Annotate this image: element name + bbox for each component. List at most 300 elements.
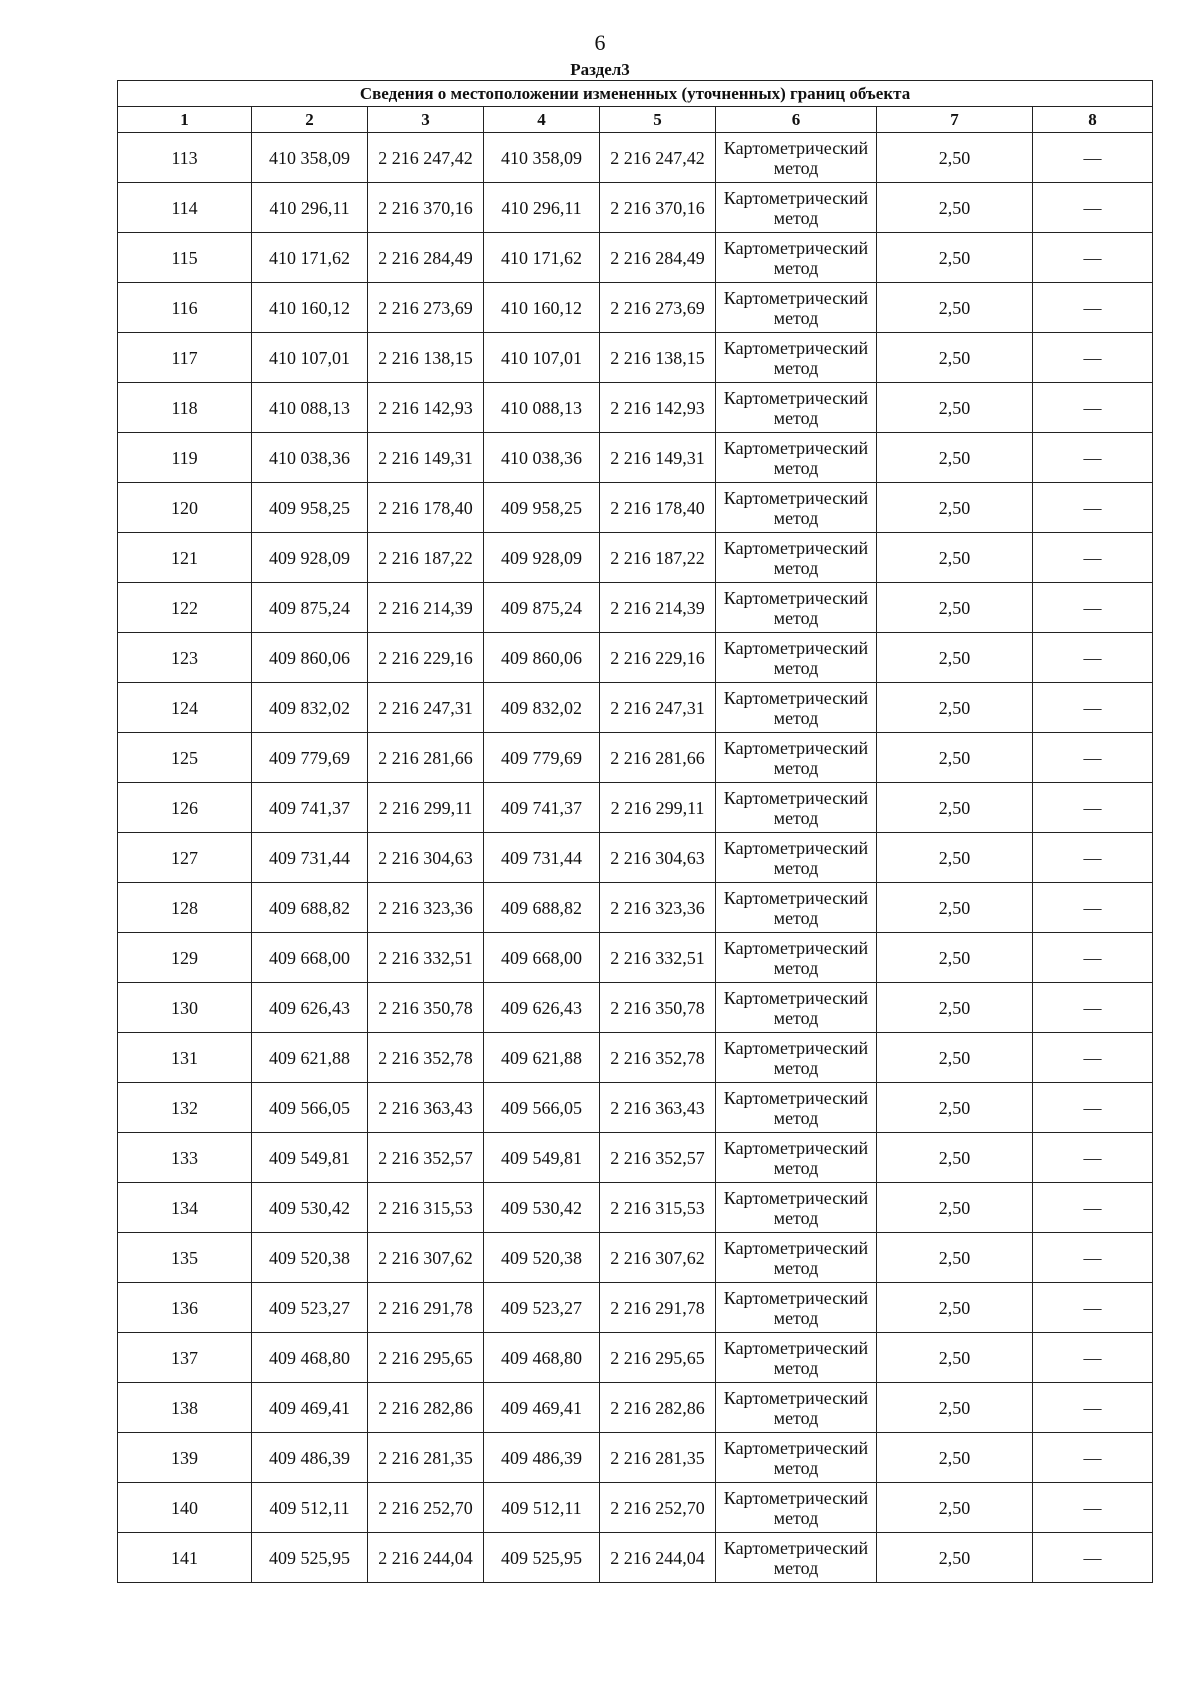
cell-accuracy: 2,50 bbox=[877, 483, 1033, 533]
column-header-1: 1 bbox=[118, 107, 252, 133]
cell-x-coordinate-new: 409 688,82 bbox=[484, 883, 600, 933]
cell-y-coordinate: 2 216 370,16 bbox=[368, 183, 484, 233]
cell-x-coordinate: 409 626,43 bbox=[252, 983, 368, 1033]
cell-accuracy: 2,50 bbox=[877, 433, 1033, 483]
cell-y-coordinate: 2 216 291,78 bbox=[368, 1283, 484, 1333]
cell-y-coordinate: 2 216 149,31 bbox=[368, 433, 484, 483]
cell-determination-method bbox=[716, 1533, 877, 1583]
cell-y-coordinate: 2 216 284,49 bbox=[368, 233, 484, 283]
cell-point-number: 141 bbox=[118, 1533, 252, 1583]
cell-x-coordinate: 409 779,69 bbox=[252, 733, 368, 783]
cell-x-coordinate: 409 688,82 bbox=[252, 883, 368, 933]
cell-y-coordinate-new: 2 216 352,57 bbox=[600, 1133, 716, 1183]
method-text: Картометрический метод bbox=[723, 287, 869, 328]
cell-point-number: 122 bbox=[118, 583, 252, 633]
cell-description: — bbox=[1033, 283, 1153, 333]
table-caption: Сведения о местоположении измененных (уточненных) границ объекта bbox=[118, 81, 1153, 107]
cell-x-coordinate: 409 486,39 bbox=[252, 1433, 368, 1483]
table-row bbox=[118, 1333, 1153, 1383]
cell-x-coordinate: 409 469,41 bbox=[252, 1383, 368, 1433]
cell-point-number: 135 bbox=[118, 1233, 252, 1283]
cell-y-coordinate-new: 2 216 142,93 bbox=[600, 383, 716, 433]
cell-accuracy: 2,50 bbox=[877, 983, 1033, 1033]
cell-accuracy: 2,50 bbox=[877, 733, 1033, 783]
cell-point-number: 133 bbox=[118, 1133, 252, 1183]
cell-determination-method bbox=[716, 433, 877, 483]
cell-determination-method bbox=[716, 583, 877, 633]
method-text: Картометрический метод bbox=[723, 187, 869, 228]
cell-accuracy: 2,50 bbox=[877, 1033, 1033, 1083]
cell-accuracy: 2,50 bbox=[877, 783, 1033, 833]
cell-determination-method bbox=[716, 1333, 877, 1383]
cell-point-number: 137 bbox=[118, 1333, 252, 1383]
table-row bbox=[118, 933, 1153, 983]
cell-y-coordinate-new: 2 216 304,63 bbox=[600, 833, 716, 883]
cell-x-coordinate-new: 409 832,02 bbox=[484, 683, 600, 733]
method-text: Картометрический метод bbox=[723, 1187, 869, 1228]
cell-y-coordinate: 2 216 281,66 bbox=[368, 733, 484, 783]
cell-description: — bbox=[1033, 1033, 1153, 1083]
cell-x-coordinate: 409 731,44 bbox=[252, 833, 368, 883]
cell-y-coordinate-new: 2 216 363,43 bbox=[600, 1083, 716, 1133]
cell-description: — bbox=[1033, 583, 1153, 633]
cell-y-coordinate-new: 2 216 299,11 bbox=[600, 783, 716, 833]
cell-description: — bbox=[1033, 1083, 1153, 1133]
cell-y-coordinate: 2 216 178,40 bbox=[368, 483, 484, 533]
method-text: Картометрический метод bbox=[723, 1537, 869, 1578]
cell-x-coordinate-new: 410 038,36 bbox=[484, 433, 600, 483]
table-row bbox=[118, 1283, 1153, 1333]
column-header-8: 8 bbox=[1033, 107, 1153, 133]
cell-y-coordinate: 2 216 247,42 bbox=[368, 133, 484, 183]
column-header-6: 6 bbox=[716, 107, 877, 133]
cell-x-coordinate: 409 860,06 bbox=[252, 633, 368, 683]
section-title: Раздел3 bbox=[570, 60, 630, 79]
cell-determination-method bbox=[716, 533, 877, 583]
table-row bbox=[118, 1183, 1153, 1233]
cell-y-coordinate: 2 216 315,53 bbox=[368, 1183, 484, 1233]
cell-x-coordinate: 409 741,37 bbox=[252, 783, 368, 833]
cell-x-coordinate-new: 409 731,44 bbox=[484, 833, 600, 883]
cell-determination-method bbox=[716, 333, 877, 383]
cell-x-coordinate-new: 409 741,37 bbox=[484, 783, 600, 833]
table-row bbox=[118, 1533, 1153, 1583]
cell-point-number: 120 bbox=[118, 483, 252, 533]
table-row bbox=[118, 783, 1153, 833]
cell-point-number: 115 bbox=[118, 233, 252, 283]
cell-accuracy: 2,50 bbox=[877, 1133, 1033, 1183]
cell-x-coordinate-new: 409 626,43 bbox=[484, 983, 600, 1033]
method-text: Картометрический метод bbox=[723, 1287, 869, 1328]
method-text: Картометрический метод bbox=[723, 737, 869, 778]
cell-x-coordinate-new: 410 088,13 bbox=[484, 383, 600, 433]
method-text: Картометрический метод bbox=[723, 1137, 869, 1178]
cell-accuracy: 2,50 bbox=[877, 1183, 1033, 1233]
cell-point-number: 128 bbox=[118, 883, 252, 933]
table-row bbox=[118, 1033, 1153, 1083]
cell-accuracy: 2,50 bbox=[877, 133, 1033, 183]
cell-y-coordinate-new: 2 216 282,86 bbox=[600, 1383, 716, 1433]
cell-x-coordinate-new: 409 469,41 bbox=[484, 1383, 600, 1433]
cell-description: — bbox=[1033, 733, 1153, 783]
cell-x-coordinate: 409 520,38 bbox=[252, 1233, 368, 1283]
cell-x-coordinate: 409 566,05 bbox=[252, 1083, 368, 1133]
cell-accuracy: 2,50 bbox=[877, 1083, 1033, 1133]
cell-x-coordinate: 409 928,09 bbox=[252, 533, 368, 583]
cell-y-coordinate: 2 216 304,63 bbox=[368, 833, 484, 883]
column-header-7: 7 bbox=[877, 107, 1033, 133]
cell-x-coordinate-new: 409 621,88 bbox=[484, 1033, 600, 1083]
cell-x-coordinate: 409 468,80 bbox=[252, 1333, 368, 1383]
table-row bbox=[118, 683, 1153, 733]
cell-x-coordinate-new: 409 549,81 bbox=[484, 1133, 600, 1183]
method-text: Картометрический метод bbox=[723, 1037, 869, 1078]
cell-accuracy: 2,50 bbox=[877, 933, 1033, 983]
table-row bbox=[118, 1233, 1153, 1283]
column-header-5: 5 bbox=[600, 107, 716, 133]
method-text: Картометрический метод bbox=[723, 537, 869, 578]
table-row bbox=[118, 383, 1153, 433]
cell-y-coordinate: 2 216 281,35 bbox=[368, 1433, 484, 1483]
cell-description: — bbox=[1033, 433, 1153, 483]
cell-accuracy: 2,50 bbox=[877, 1483, 1033, 1533]
cell-accuracy: 2,50 bbox=[877, 383, 1033, 433]
cell-y-coordinate: 2 216 352,57 bbox=[368, 1133, 484, 1183]
method-text: Картометрический метод bbox=[723, 1487, 869, 1528]
method-text: Картометрический метод bbox=[723, 1437, 869, 1478]
cell-accuracy: 2,50 bbox=[877, 1233, 1033, 1283]
cell-accuracy: 2,50 bbox=[877, 233, 1033, 283]
cell-point-number: 139 bbox=[118, 1433, 252, 1483]
cell-point-number: 136 bbox=[118, 1283, 252, 1333]
column-header-3: 3 bbox=[368, 107, 484, 133]
cell-accuracy: 2,50 bbox=[877, 333, 1033, 383]
cell-x-coordinate-new: 409 779,69 bbox=[484, 733, 600, 783]
cell-determination-method bbox=[716, 733, 877, 783]
cell-y-coordinate: 2 216 273,69 bbox=[368, 283, 484, 333]
table-row bbox=[118, 133, 1153, 183]
cell-accuracy: 2,50 bbox=[877, 883, 1033, 933]
cell-point-number: 125 bbox=[118, 733, 252, 783]
cell-description: — bbox=[1033, 483, 1153, 533]
cell-x-coordinate: 409 512,11 bbox=[252, 1483, 368, 1533]
cell-description: — bbox=[1033, 1233, 1153, 1283]
method-text: Картометрический метод bbox=[723, 1387, 869, 1428]
cell-y-coordinate: 2 216 350,78 bbox=[368, 983, 484, 1033]
cell-y-coordinate: 2 216 352,78 bbox=[368, 1033, 484, 1083]
table-row bbox=[118, 583, 1153, 633]
cell-description: — bbox=[1033, 933, 1153, 983]
cell-determination-method bbox=[716, 483, 877, 533]
method-text: Картометрический метод bbox=[723, 1337, 869, 1378]
cell-x-coordinate-new: 410 107,01 bbox=[484, 333, 600, 383]
table-row bbox=[118, 633, 1153, 683]
method-text: Картометрический метод bbox=[723, 137, 869, 178]
cell-determination-method bbox=[716, 283, 877, 333]
cell-accuracy: 2,50 bbox=[877, 1383, 1033, 1433]
cell-determination-method bbox=[716, 1283, 877, 1333]
cell-x-coordinate: 409 875,24 bbox=[252, 583, 368, 633]
cell-x-coordinate-new: 409 520,38 bbox=[484, 1233, 600, 1283]
cell-y-coordinate-new: 2 216 315,53 bbox=[600, 1183, 716, 1233]
cell-x-coordinate-new: 409 486,39 bbox=[484, 1433, 600, 1483]
cell-y-coordinate-new: 2 216 273,69 bbox=[600, 283, 716, 333]
cell-description: — bbox=[1033, 1533, 1153, 1583]
method-text: Картометрический метод bbox=[723, 387, 869, 428]
cell-x-coordinate: 409 832,02 bbox=[252, 683, 368, 733]
cell-x-coordinate-new: 409 468,80 bbox=[484, 1333, 600, 1383]
method-text: Картометрический метод bbox=[723, 487, 869, 528]
cell-x-coordinate: 410 296,11 bbox=[252, 183, 368, 233]
cell-y-coordinate-new: 2 216 244,04 bbox=[600, 1533, 716, 1583]
cell-description: — bbox=[1033, 1283, 1153, 1333]
cell-description: — bbox=[1033, 1483, 1153, 1533]
cell-x-coordinate: 410 358,09 bbox=[252, 133, 368, 183]
cell-x-coordinate: 409 549,81 bbox=[252, 1133, 368, 1183]
table-row bbox=[118, 883, 1153, 933]
cell-determination-method bbox=[716, 1183, 877, 1233]
cell-accuracy: 2,50 bbox=[877, 1333, 1033, 1383]
cell-y-coordinate-new: 2 216 281,66 bbox=[600, 733, 716, 783]
table-row bbox=[118, 1133, 1153, 1183]
cell-y-coordinate: 2 216 282,86 bbox=[368, 1383, 484, 1433]
cell-determination-method bbox=[716, 1483, 877, 1533]
cell-point-number: 126 bbox=[118, 783, 252, 833]
cell-y-coordinate: 2 216 142,93 bbox=[368, 383, 484, 433]
method-text: Картометрический метод bbox=[723, 1087, 869, 1128]
cell-x-coordinate-new: 410 171,62 bbox=[484, 233, 600, 283]
cell-accuracy: 2,50 bbox=[877, 1533, 1033, 1583]
cell-point-number: 138 bbox=[118, 1383, 252, 1433]
cell-x-coordinate: 409 621,88 bbox=[252, 1033, 368, 1083]
cell-x-coordinate-new: 409 530,42 bbox=[484, 1183, 600, 1233]
cell-x-coordinate: 409 525,95 bbox=[252, 1533, 368, 1583]
cell-accuracy: 2,50 bbox=[877, 533, 1033, 583]
cell-y-coordinate-new: 2 216 247,31 bbox=[600, 683, 716, 733]
column-header-4: 4 bbox=[484, 107, 600, 133]
cell-y-coordinate-new: 2 216 187,22 bbox=[600, 533, 716, 583]
cell-accuracy: 2,50 bbox=[877, 833, 1033, 883]
cell-y-coordinate: 2 216 323,36 bbox=[368, 883, 484, 933]
cell-y-coordinate-new: 2 216 307,62 bbox=[600, 1233, 716, 1283]
cell-description: — bbox=[1033, 183, 1153, 233]
boundary-coordinates-table bbox=[117, 80, 1153, 1583]
cell-y-coordinate-new: 2 216 214,39 bbox=[600, 583, 716, 633]
cell-description: — bbox=[1033, 1183, 1153, 1233]
cell-point-number: 117 bbox=[118, 333, 252, 383]
cell-determination-method bbox=[716, 633, 877, 683]
cell-y-coordinate-new: 2 216 295,65 bbox=[600, 1333, 716, 1383]
cell-y-coordinate-new: 2 216 332,51 bbox=[600, 933, 716, 983]
cell-x-coordinate-new: 410 296,11 bbox=[484, 183, 600, 233]
cell-x-coordinate-new: 409 875,24 bbox=[484, 583, 600, 633]
cell-determination-method bbox=[716, 883, 877, 933]
cell-point-number: 123 bbox=[118, 633, 252, 683]
cell-description: — bbox=[1033, 833, 1153, 883]
cell-accuracy: 2,50 bbox=[877, 583, 1033, 633]
cell-x-coordinate: 410 160,12 bbox=[252, 283, 368, 333]
page-number: 6 bbox=[594, 30, 606, 55]
cell-point-number: 127 bbox=[118, 833, 252, 883]
cell-x-coordinate: 409 523,27 bbox=[252, 1283, 368, 1333]
cell-x-coordinate: 410 038,36 bbox=[252, 433, 368, 483]
column-header-2: 2 bbox=[252, 107, 368, 133]
method-text: Картометрический метод bbox=[723, 237, 869, 278]
cell-y-coordinate-new: 2 216 284,49 bbox=[600, 233, 716, 283]
cell-description: — bbox=[1033, 233, 1153, 283]
table-row bbox=[118, 333, 1153, 383]
cell-determination-method bbox=[716, 683, 877, 733]
cell-x-coordinate-new: 409 958,25 bbox=[484, 483, 600, 533]
cell-point-number: 121 bbox=[118, 533, 252, 583]
method-text: Картометрический метод bbox=[723, 687, 869, 728]
cell-description: — bbox=[1033, 883, 1153, 933]
cell-description: — bbox=[1033, 1383, 1153, 1433]
cell-point-number: 124 bbox=[118, 683, 252, 733]
cell-y-coordinate: 2 216 252,70 bbox=[368, 1483, 484, 1533]
cell-y-coordinate: 2 216 138,15 bbox=[368, 333, 484, 383]
cell-accuracy: 2,50 bbox=[877, 1283, 1033, 1333]
cell-description: — bbox=[1033, 133, 1153, 183]
table-row bbox=[118, 983, 1153, 1033]
cell-description: — bbox=[1033, 683, 1153, 733]
table-row bbox=[118, 183, 1153, 233]
cell-determination-method bbox=[716, 833, 877, 883]
cell-description: — bbox=[1033, 1133, 1153, 1183]
table-row bbox=[118, 733, 1153, 783]
cell-point-number: 114 bbox=[118, 183, 252, 233]
cell-point-number: 116 bbox=[118, 283, 252, 333]
cell-point-number: 130 bbox=[118, 983, 252, 1033]
cell-y-coordinate: 2 216 247,31 bbox=[368, 683, 484, 733]
table-row bbox=[118, 233, 1153, 283]
cell-point-number: 132 bbox=[118, 1083, 252, 1133]
method-text: Картометрический метод bbox=[723, 987, 869, 1028]
cell-y-coordinate-new: 2 216 149,31 bbox=[600, 433, 716, 483]
table-row bbox=[118, 1433, 1153, 1483]
cell-determination-method bbox=[716, 1083, 877, 1133]
cell-determination-method bbox=[716, 1433, 877, 1483]
cell-x-coordinate-new: 409 512,11 bbox=[484, 1483, 600, 1533]
cell-x-coordinate-new: 409 523,27 bbox=[484, 1283, 600, 1333]
cell-x-coordinate-new: 409 525,95 bbox=[484, 1533, 600, 1583]
table-row bbox=[118, 483, 1153, 533]
cell-y-coordinate-new: 2 216 352,78 bbox=[600, 1033, 716, 1083]
table-row bbox=[118, 1083, 1153, 1133]
method-text: Картометрический метод bbox=[723, 887, 869, 928]
cell-y-coordinate-new: 2 216 138,15 bbox=[600, 333, 716, 383]
cell-determination-method bbox=[716, 1233, 877, 1283]
cell-determination-method bbox=[716, 1033, 877, 1083]
cell-description: — bbox=[1033, 383, 1153, 433]
cell-x-coordinate-new: 409 668,00 bbox=[484, 933, 600, 983]
cell-x-coordinate: 410 107,01 bbox=[252, 333, 368, 383]
method-text: Картометрический метод bbox=[723, 337, 869, 378]
cell-determination-method bbox=[716, 1133, 877, 1183]
cell-point-number: 119 bbox=[118, 433, 252, 483]
cell-accuracy: 2,50 bbox=[877, 683, 1033, 733]
cell-description: — bbox=[1033, 333, 1153, 383]
cell-y-coordinate-new: 2 216 350,78 bbox=[600, 983, 716, 1033]
cell-x-coordinate-new: 409 566,05 bbox=[484, 1083, 600, 1133]
cell-determination-method bbox=[716, 183, 877, 233]
cell-accuracy: 2,50 bbox=[877, 633, 1033, 683]
cell-point-number: 113 bbox=[118, 133, 252, 183]
table-body bbox=[118, 133, 1153, 1583]
cell-x-coordinate-new: 409 928,09 bbox=[484, 533, 600, 583]
cell-x-coordinate: 409 958,25 bbox=[252, 483, 368, 533]
cell-point-number: 134 bbox=[118, 1183, 252, 1233]
method-text: Картометрический метод bbox=[723, 437, 869, 478]
cell-point-number: 118 bbox=[118, 383, 252, 433]
cell-y-coordinate-new: 2 216 178,40 bbox=[600, 483, 716, 533]
method-text: Картометрический метод bbox=[723, 637, 869, 678]
table-row bbox=[118, 533, 1153, 583]
cell-y-coordinate-new: 2 216 370,16 bbox=[600, 183, 716, 233]
cell-description: — bbox=[1033, 533, 1153, 583]
table-row bbox=[118, 1383, 1153, 1433]
cell-x-coordinate: 410 171,62 bbox=[252, 233, 368, 283]
cell-determination-method bbox=[716, 133, 877, 183]
cell-accuracy: 2,50 bbox=[877, 283, 1033, 333]
cell-point-number: 140 bbox=[118, 1483, 252, 1533]
column-number-row bbox=[118, 107, 1153, 133]
cell-point-number: 131 bbox=[118, 1033, 252, 1083]
cell-y-coordinate-new: 2 216 323,36 bbox=[600, 883, 716, 933]
cell-description: — bbox=[1033, 783, 1153, 833]
cell-description: — bbox=[1033, 1433, 1153, 1483]
cell-determination-method bbox=[716, 983, 877, 1033]
cell-x-coordinate: 410 088,13 bbox=[252, 383, 368, 433]
table-row bbox=[118, 433, 1153, 483]
cell-y-coordinate: 2 216 307,62 bbox=[368, 1233, 484, 1283]
table-row bbox=[118, 1483, 1153, 1533]
cell-x-coordinate-new: 410 358,09 bbox=[484, 133, 600, 183]
cell-description: — bbox=[1033, 633, 1153, 683]
cell-point-number: 129 bbox=[118, 933, 252, 983]
cell-y-coordinate: 2 216 299,11 bbox=[368, 783, 484, 833]
cell-y-coordinate: 2 216 187,22 bbox=[368, 533, 484, 583]
method-text: Картометрический метод bbox=[723, 937, 869, 978]
cell-y-coordinate: 2 216 229,16 bbox=[368, 633, 484, 683]
cell-description: — bbox=[1033, 1333, 1153, 1383]
cell-y-coordinate: 2 216 214,39 bbox=[368, 583, 484, 633]
cell-x-coordinate: 409 530,42 bbox=[252, 1183, 368, 1233]
cell-y-coordinate: 2 216 332,51 bbox=[368, 933, 484, 983]
cell-determination-method bbox=[716, 233, 877, 283]
cell-description: — bbox=[1033, 983, 1153, 1033]
cell-y-coordinate: 2 216 244,04 bbox=[368, 1533, 484, 1583]
cell-y-coordinate-new: 2 216 291,78 bbox=[600, 1283, 716, 1333]
cell-y-coordinate-new: 2 216 229,16 bbox=[600, 633, 716, 683]
method-text: Картометрический метод bbox=[723, 1237, 869, 1278]
cell-y-coordinate: 2 216 363,43 bbox=[368, 1083, 484, 1133]
table-row bbox=[118, 283, 1153, 333]
method-text: Картометрический метод bbox=[723, 587, 869, 628]
cell-determination-method bbox=[716, 1383, 877, 1433]
cell-y-coordinate-new: 2 216 281,35 bbox=[600, 1433, 716, 1483]
cell-x-coordinate-new: 410 160,12 bbox=[484, 283, 600, 333]
cell-accuracy: 2,50 bbox=[877, 1433, 1033, 1483]
table-row bbox=[118, 833, 1153, 883]
cell-determination-method bbox=[716, 383, 877, 433]
method-text: Картометрический метод bbox=[723, 837, 869, 878]
cell-y-coordinate: 2 216 295,65 bbox=[368, 1333, 484, 1383]
cell-y-coordinate-new: 2 216 252,70 bbox=[600, 1483, 716, 1533]
method-text: Картометрический метод bbox=[723, 787, 869, 828]
cell-y-coordinate-new: 2 216 247,42 bbox=[600, 133, 716, 183]
cell-x-coordinate-new: 409 860,06 bbox=[484, 633, 600, 683]
